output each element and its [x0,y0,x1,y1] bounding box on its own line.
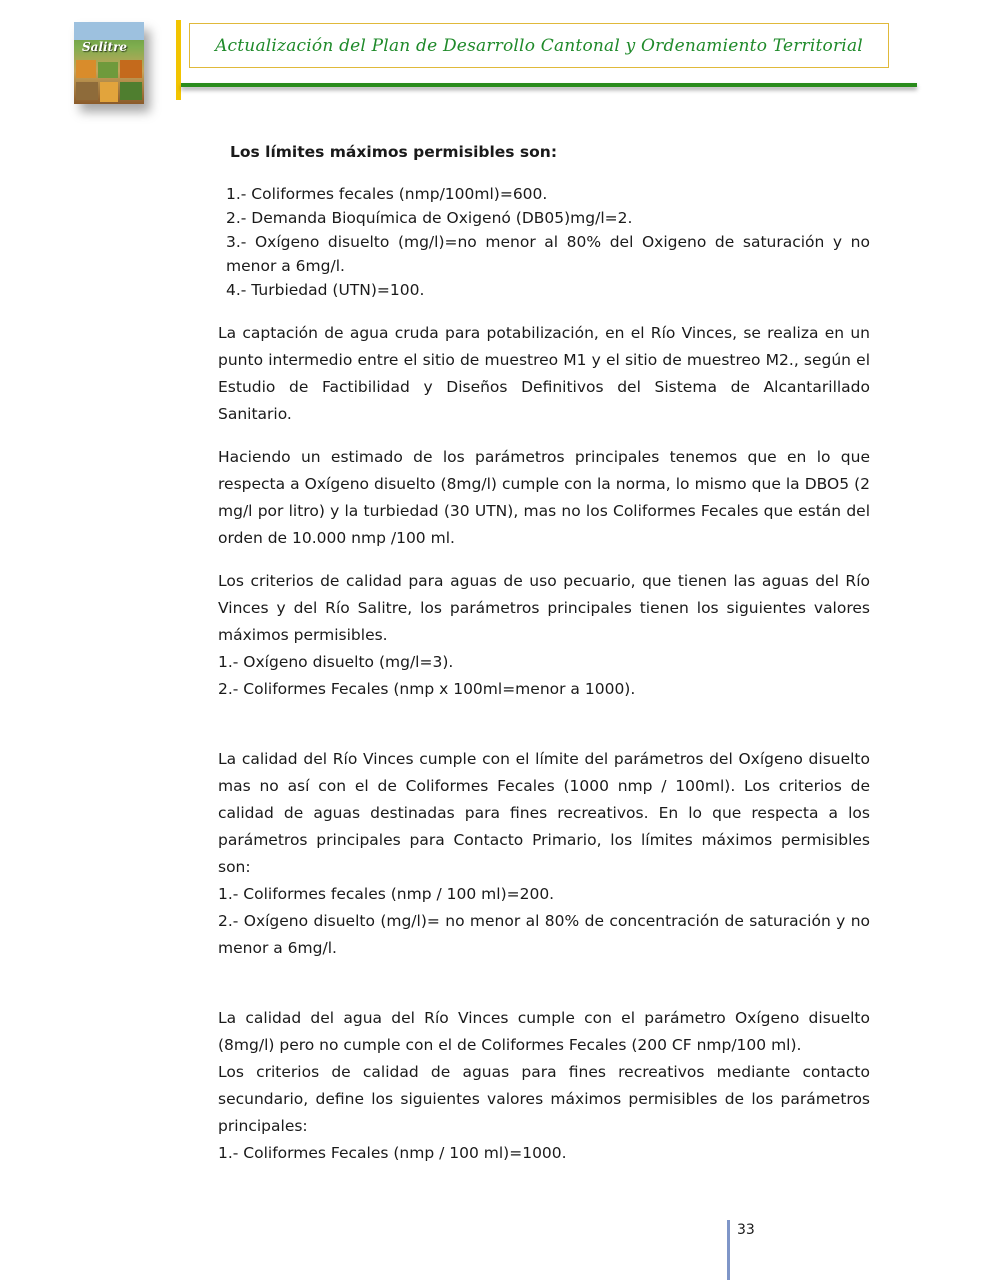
paragraph-captacion [218,320,870,428]
list-item: 1.- Oxígeno disuelto (mg/l=3). [218,653,454,671]
list-item: 1.- Coliformes Fecales (nmp / 100 ml)=1000. [218,1144,567,1162]
paragraph-pecuario [218,568,870,703]
header-accent-bar [176,20,181,100]
logo-text: Salitre [82,40,128,54]
list-item: 1.- Coliformes fecales (nmp/100ml)=600. [226,185,548,203]
page-number: 33 [737,1222,755,1238]
paragraph-text: La calidad del Río Vinces cumple con el límite del parámetros del Oxígeno disuelto mas no así con el de Coliformes Fecales (1000 nmp / 100ml). Los criterios de calidad de aguas destinadas para fines recreativos. En lo que respecta a los parámetros principales para Contacto Primario, los límites máximos permisibles son: [218,750,870,876]
paragraph-recreativo-secundario [218,1005,870,1167]
paragraph-estimado [218,444,870,552]
paragraph-text: La calidad del agua del Río Vinces cumple con el parámetro Oxígeno disuelto (8mg/l) pero no cumple con el de Coliformes Fecales (200 CF nmp/100 ml). [218,1009,870,1054]
section-heading: Los límites máximos permisibles son: [230,143,558,161]
paragraph-recreativo-primario [218,746,870,962]
list-item: 1.- Coliformes fecales (nmp / 100 ml)=200. [218,885,555,903]
salitre-logo [74,22,144,104]
list-item: 2.- Oxígeno disuelto (mg/l)= no menor al 80% de concentración de saturación y no menor a 6mg/l. [218,912,870,957]
limits-list [226,182,870,302]
list-item: 2.- Coliformes Fecales (nmp x 100ml=menor a 1000). [218,680,636,698]
header-divider [181,83,917,87]
paragraph-text: La captación de agua cruda para potabilización, en el Río Vinces, se realiza en un punto intermedio entre el sitio de muestreo M1 y el sitio de muestreo M2., según el Estudio de Factibilidad y Diseños Definitivos del Sistema de Alcantarillado Sanitario. [218,324,870,423]
paragraph-text: Los criterios de calidad de aguas para fines recreativos mediante contacto secundario, define los siguientes valores máximos permisibles de los parámetros principales: [218,1063,870,1135]
header-title-box [189,23,889,68]
paragraph-text: Haciendo un estimado de los parámetros principales tenemos que en lo que respecta a Oxígeno disuelto (8mg/l) cumple con la norma, lo mismo que la DBO5 (2 mg/l por litro) y la turbiedad (30 UTN), mas no los Coliformes Fecales que están del orden de 10.000 nmp /100 ml. [218,448,870,547]
list-item: 2.- Demanda Bioquímica de Oxigenó (DB05)mg/l=2. [226,209,633,227]
footer-divider [727,1220,730,1280]
list-item: 4.- Turbiedad (UTN)=100. [226,281,425,299]
list-item: 3.- Oxígeno disuelto (mg/l)=no menor al 80% del Oxigeno de saturación y no menor a 6mg/l. [226,233,870,275]
paragraph-text: Los criterios de calidad para aguas de uso pecuario, que tienen las aguas del Río Vinces y del Río Salitre, los parámetros principales tienen los siguientes valores máximos permisibles. [218,572,870,644]
document-title: Actualización del Plan de Desarrollo Cantonal y Ordenamiento Territorial [215,35,863,56]
page-content [218,140,870,1183]
